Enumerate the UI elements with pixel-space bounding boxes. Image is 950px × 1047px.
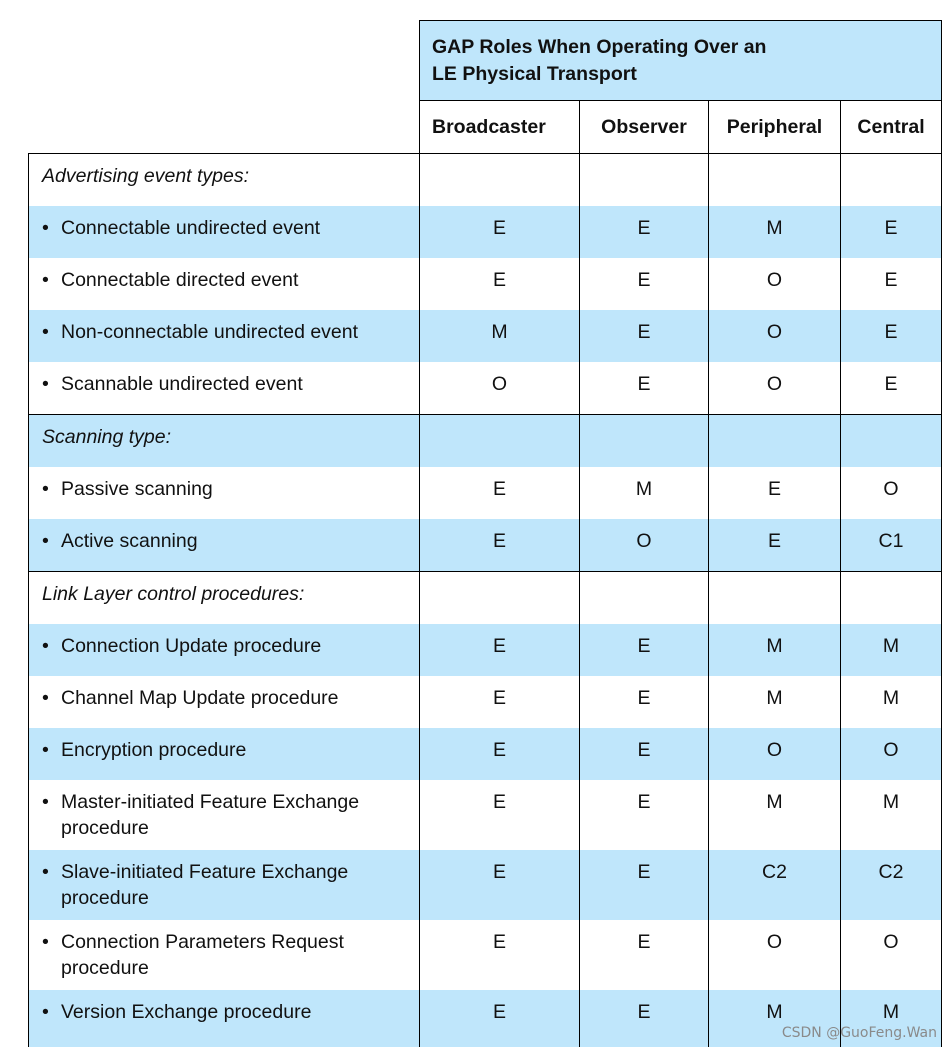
requirement-value: M [841,780,941,815]
watermark: CSDN @GuoFeng.Wan [782,1025,937,1041]
requirement-value: E [420,728,579,763]
gap-roles-group-header [420,21,942,101]
requirement-value: M [841,676,941,711]
row-label-cell [29,362,420,415]
value-cell-observer [580,850,709,920]
requirement-value: E [420,780,579,815]
requirement-value: M [709,676,840,711]
requirement-value: E [580,310,708,345]
row-label-cell [29,728,420,780]
value-cell-central [841,850,942,920]
bullet-icon: • [42,789,61,841]
feature-label [29,362,419,397]
value-cell-peripheral [709,850,841,920]
row-label-cell [29,572,420,625]
feature-label-text: Slave-initiated Feature Exchange procedure [61,859,407,911]
value-cell-observer [580,572,709,625]
row-label-cell [29,780,420,850]
section-row [29,154,942,207]
feature-label [29,780,419,841]
requirement-value [580,415,708,424]
requirement-value: E [580,728,708,763]
feature-label [29,310,419,345]
role-header-central: Central [841,101,942,154]
requirement-value [709,154,840,163]
value-cell-broadcaster [420,362,580,415]
value-cell-central [841,154,942,207]
requirement-value: E [841,258,941,293]
row-label-cell [29,467,420,519]
table-row [29,258,942,310]
value-cell-broadcaster [420,920,580,990]
value-cell-central [841,362,942,415]
requirement-value: C2 [709,850,840,885]
group-title-line1: GAP Roles When Operating Over an [432,34,929,61]
row-label-cell [29,206,420,258]
requirement-value: E [841,206,941,241]
bullet-icon: • [42,319,61,345]
requirement-value [580,154,708,163]
requirement-value: E [580,206,708,241]
requirement-value: O [709,258,840,293]
requirement-value: E [420,519,579,554]
value-cell-observer [580,415,709,468]
value-cell-observer [580,310,709,362]
section-heading: Advertising event types: [29,154,419,189]
value-cell-central [841,519,942,572]
requirement-value: C2 [841,850,941,885]
requirement-value [580,572,708,581]
row-label-cell [29,519,420,572]
value-cell-peripheral [709,519,841,572]
value-cell-central [841,206,942,258]
requirement-value: E [580,362,708,397]
requirement-value: E [580,850,708,885]
bullet-icon: • [42,859,61,911]
feature-label-text: Connectable directed event [61,267,298,293]
value-cell-broadcaster [420,728,580,780]
value-cell-observer [580,676,709,728]
value-cell-broadcaster [420,676,580,728]
requirement-value [420,154,579,163]
value-cell-broadcaster [420,415,580,468]
requirement-value: M [420,310,579,345]
requirement-value: E [420,990,579,1025]
requirement-value [841,572,941,581]
requirement-value: O [841,467,941,502]
value-cell-central [841,572,942,625]
header-blank-corner [29,21,420,154]
section-heading: Scanning type: [29,415,419,450]
requirement-value: O [580,519,708,554]
requirement-value [709,572,840,581]
requirement-value: M [709,990,840,1025]
value-cell-observer [580,728,709,780]
requirement-value: E [580,676,708,711]
gap-roles-table [28,20,942,1047]
requirement-value [709,415,840,424]
row-label-cell [29,310,420,362]
feature-label-text: Channel Map Update procedure [61,685,339,711]
value-cell-broadcaster [420,990,580,1047]
value-cell-observer [580,154,709,207]
value-cell-peripheral [709,624,841,676]
value-cell-peripheral [709,310,841,362]
requirement-value: E [420,676,579,711]
table-row [29,920,942,990]
feature-label-text: Passive scanning [61,476,213,502]
feature-label [29,990,419,1025]
value-cell-central [841,258,942,310]
requirement-value: C1 [841,519,941,554]
value-cell-observer [580,990,709,1047]
value-cell-observer [580,920,709,990]
value-cell-peripheral [709,728,841,780]
table-row [29,624,942,676]
requirement-value [841,415,941,424]
feature-label [29,519,419,554]
requirement-value [841,154,941,163]
value-cell-observer [580,624,709,676]
requirement-value: E [420,624,579,659]
requirement-value: O [709,920,840,955]
requirement-value: E [580,990,708,1025]
value-cell-central [841,780,942,850]
value-cell-observer [580,258,709,310]
value-cell-central [841,676,942,728]
value-cell-broadcaster [420,310,580,362]
feature-label-text: Active scanning [61,528,198,554]
table-row [29,728,942,780]
value-cell-peripheral [709,467,841,519]
group-title-line2: LE Physical Transport [432,61,929,88]
value-cell-peripheral [709,362,841,415]
requirement-value: O [709,728,840,763]
bullet-icon: • [42,215,61,241]
requirement-value: E [709,519,840,554]
value-cell-peripheral [709,676,841,728]
table-row [29,850,942,920]
requirement-value: E [580,624,708,659]
section-heading: Link Layer control procedures: [29,572,419,607]
role-header-peripheral: Peripheral [709,101,841,154]
table-row [29,206,942,258]
requirement-value: M [841,624,941,659]
row-label-cell [29,920,420,990]
requirement-value: O [709,362,840,397]
feature-label [29,624,419,659]
requirement-value: E [420,206,579,241]
feature-label [29,728,419,763]
row-label-cell [29,154,420,207]
table-row [29,362,942,415]
value-cell-peripheral [709,780,841,850]
value-cell-central [841,624,942,676]
value-cell-observer [580,362,709,415]
row-label-cell [29,676,420,728]
requirement-value: M [841,990,941,1025]
bullet-icon: • [42,267,61,293]
requirement-value: E [709,467,840,502]
feature-label-text: Master-initiated Feature Exchange procedure [61,789,407,841]
requirement-value: O [420,362,579,397]
value-cell-broadcaster [420,850,580,920]
value-cell-broadcaster [420,572,580,625]
requirement-value: E [580,920,708,955]
value-cell-peripheral [709,572,841,625]
role-header-broadcaster: Broadcaster [420,101,580,154]
feature-label-text: Connection Parameters Request procedure [61,929,407,981]
requirement-value: O [841,920,941,955]
value-cell-central [841,728,942,780]
bullet-icon: • [42,737,61,763]
feature-label [29,676,419,711]
row-label-cell [29,258,420,310]
table-body [29,154,942,1047]
requirement-value: E [841,362,941,397]
requirement-value: E [580,780,708,815]
value-cell-broadcaster [420,206,580,258]
requirement-value: E [420,850,579,885]
table-row [29,676,942,728]
requirement-value: E [580,258,708,293]
feature-label [29,206,419,241]
requirement-value: M [580,467,708,502]
feature-label [29,258,419,293]
row-label-cell [29,624,420,676]
section-row [29,415,942,468]
requirement-value: E [420,467,579,502]
feature-label-text: Non-connectable undirected event [61,319,358,345]
requirement-value: O [841,728,941,763]
requirement-value: M [709,780,840,815]
value-cell-broadcaster [420,780,580,850]
role-header-observer: Observer [580,101,709,154]
value-cell-central [841,920,942,990]
value-cell-central [841,467,942,519]
value-cell-peripheral [709,154,841,207]
requirement-value: E [420,258,579,293]
feature-label-text: Connectable undirected event [61,215,320,241]
value-cell-broadcaster [420,519,580,572]
value-cell-observer [580,780,709,850]
table-row [29,467,942,519]
value-cell-peripheral [709,415,841,468]
value-cell-broadcaster [420,154,580,207]
feature-label [29,920,419,981]
value-cell-central [841,415,942,468]
table-row [29,310,942,362]
requirement-value [420,572,579,581]
value-cell-peripheral [709,258,841,310]
bullet-icon: • [42,528,61,554]
value-cell-broadcaster [420,467,580,519]
value-cell-observer [580,206,709,258]
feature-label-text: Scannable undirected event [61,371,303,397]
requirement-value [420,415,579,424]
row-label-cell [29,850,420,920]
requirement-value: O [709,310,840,345]
bullet-icon: • [42,999,61,1025]
value-cell-peripheral [709,920,841,990]
feature-label [29,850,419,911]
bullet-icon: • [42,685,61,711]
feature-label-text: Encryption procedure [61,737,246,763]
bullet-icon: • [42,929,61,981]
section-row [29,572,942,625]
value-cell-broadcaster [420,624,580,676]
requirement-value: M [709,624,840,659]
value-cell-observer [580,467,709,519]
feature-label-text: Version Exchange procedure [61,999,311,1025]
feature-label-text: Connection Update procedure [61,633,321,659]
value-cell-central [841,310,942,362]
requirement-value: E [420,920,579,955]
requirement-value: M [709,206,840,241]
row-label-cell [29,415,420,468]
value-cell-peripheral [709,206,841,258]
bullet-icon: • [42,476,61,502]
feature-label [29,467,419,502]
requirement-value: E [841,310,941,345]
value-cell-observer [580,519,709,572]
table-row [29,519,942,572]
bullet-icon: • [42,371,61,397]
bullet-icon: • [42,633,61,659]
value-cell-broadcaster [420,258,580,310]
table-row [29,780,942,850]
row-label-cell [29,990,420,1047]
